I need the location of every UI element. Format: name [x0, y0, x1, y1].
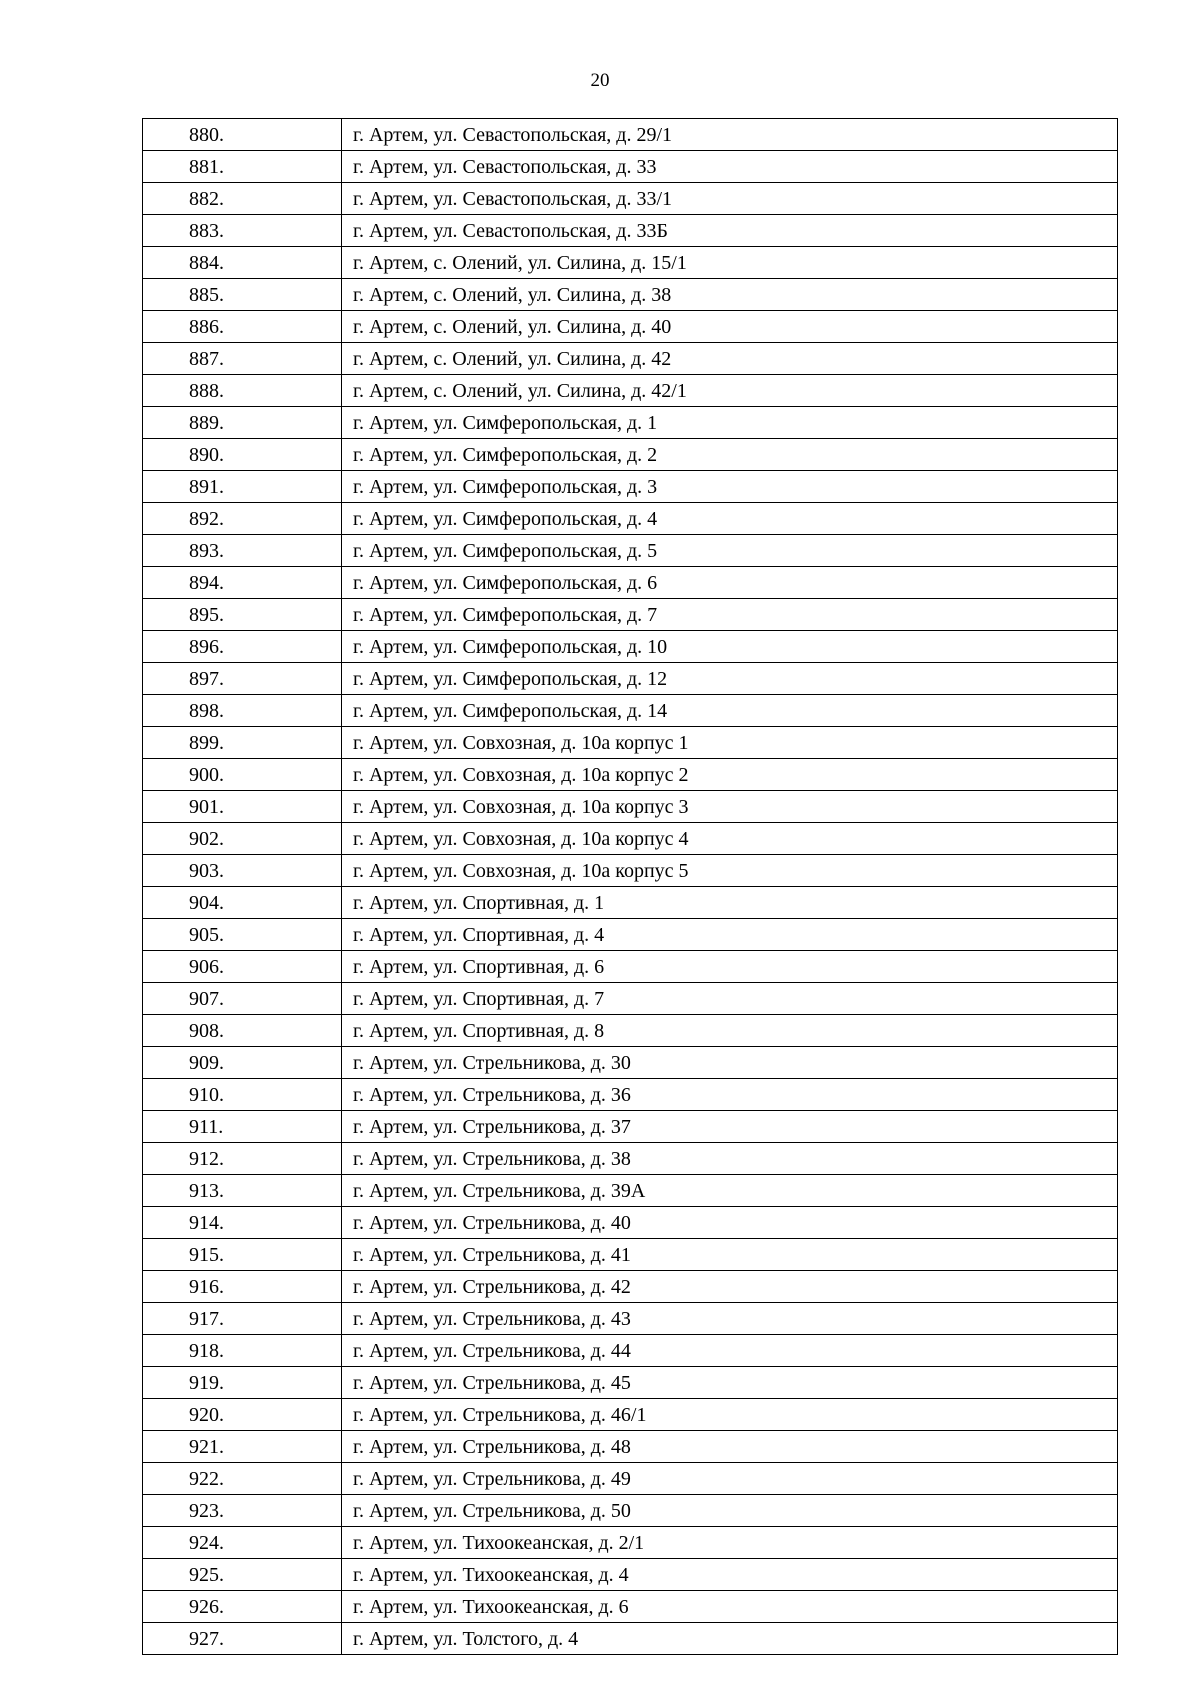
table-row	[143, 727, 1118, 759]
address-cell: г. Артем, ул. Совхозная, д. 10а корпус 1	[342, 727, 1118, 759]
address-cell: г. Артем, ул. Стрельникова, д. 38	[342, 1143, 1118, 1175]
row-number-cell: 906.	[143, 951, 342, 983]
row-number-cell: 881.	[143, 151, 342, 183]
address-cell: г. Артем, ул. Стрельникова, д. 49	[342, 1463, 1118, 1495]
table-row	[143, 1239, 1118, 1271]
row-number-cell: 900.	[143, 759, 342, 791]
table-row	[143, 1367, 1118, 1399]
table-row	[143, 1143, 1118, 1175]
address-cell: г. Артем, с. Олений, ул. Силина, д. 42/1	[342, 375, 1118, 407]
table-row	[143, 1015, 1118, 1047]
row-number-cell: 921.	[143, 1431, 342, 1463]
row-number-cell: 922.	[143, 1463, 342, 1495]
row-number-cell: 891.	[143, 471, 342, 503]
address-cell: г. Артем, ул. Тихоокеанская, д. 2/1	[342, 1527, 1118, 1559]
row-number-cell: 925.	[143, 1559, 342, 1591]
table-row	[143, 1335, 1118, 1367]
table-row	[143, 791, 1118, 823]
address-cell: г. Артем, ул. Стрельникова, д. 43	[342, 1303, 1118, 1335]
row-number-cell: 913.	[143, 1175, 342, 1207]
table-row	[143, 1527, 1118, 1559]
table-row	[143, 1079, 1118, 1111]
table-row	[143, 1623, 1118, 1655]
row-number-cell: 897.	[143, 663, 342, 695]
address-cell: г. Артем, ул. Симферопольская, д. 7	[342, 599, 1118, 631]
row-number-cell: 918.	[143, 1335, 342, 1367]
table-row	[143, 695, 1118, 727]
address-cell: г. Артем, ул. Совхозная, д. 10а корпус 3	[342, 791, 1118, 823]
table-row	[143, 1047, 1118, 1079]
row-number-cell: 915.	[143, 1239, 342, 1271]
address-cell: г. Артем, ул. Севастопольская, д. 33	[342, 151, 1118, 183]
row-number-cell: 885.	[143, 279, 342, 311]
address-cell: г. Артем, ул. Стрельникова, д. 44	[342, 1335, 1118, 1367]
table-row	[143, 983, 1118, 1015]
table-row	[143, 855, 1118, 887]
address-cell: г. Артем, ул. Стрельникова, д. 48	[342, 1431, 1118, 1463]
table-row	[143, 887, 1118, 919]
row-number-cell: 887.	[143, 343, 342, 375]
table-row	[143, 919, 1118, 951]
table-row	[143, 151, 1118, 183]
row-number-cell: 909.	[143, 1047, 342, 1079]
table-row	[143, 631, 1118, 663]
row-number-cell: 896.	[143, 631, 342, 663]
address-cell: г. Артем, ул. Симферопольская, д. 3	[342, 471, 1118, 503]
table-row	[143, 823, 1118, 855]
row-number-cell: 899.	[143, 727, 342, 759]
row-number-cell: 919.	[143, 1367, 342, 1399]
row-number-cell: 893.	[143, 535, 342, 567]
address-cell: г. Артем, ул. Симферопольская, д. 6	[342, 567, 1118, 599]
row-number-cell: 894.	[143, 567, 342, 599]
row-number-cell: 916.	[143, 1271, 342, 1303]
address-cell: г. Артем, ул. Стрельникова, д. 42	[342, 1271, 1118, 1303]
address-cell: г. Артем, ул. Спортивная, д. 7	[342, 983, 1118, 1015]
address-cell: г. Артем, ул. Спортивная, д. 6	[342, 951, 1118, 983]
address-cell: г. Артем, ул. Севастопольская, д. 33Б	[342, 215, 1118, 247]
table-row	[143, 279, 1118, 311]
row-number-cell: 898.	[143, 695, 342, 727]
row-number-cell: 917.	[143, 1303, 342, 1335]
address-cell: г. Артем, ул. Спортивная, д. 1	[342, 887, 1118, 919]
address-cell: г. Артем, ул. Стрельникова, д. 46/1	[342, 1399, 1118, 1431]
table-row	[143, 1207, 1118, 1239]
address-cell: г. Артем, ул. Стрельникова, д. 40	[342, 1207, 1118, 1239]
row-number-cell: 912.	[143, 1143, 342, 1175]
table-row	[143, 407, 1118, 439]
row-number-cell: 908.	[143, 1015, 342, 1047]
table-row	[143, 311, 1118, 343]
row-number-cell: 901.	[143, 791, 342, 823]
row-number-cell: 886.	[143, 311, 342, 343]
row-number-cell: 924.	[143, 1527, 342, 1559]
address-cell: г. Артем, с. Олений, ул. Силина, д. 40	[342, 311, 1118, 343]
row-number-cell: 905.	[143, 919, 342, 951]
table-row	[143, 343, 1118, 375]
table-row	[143, 1431, 1118, 1463]
address-cell: г. Артем, ул. Толстого, д. 4	[342, 1623, 1118, 1655]
row-number-cell: 903.	[143, 855, 342, 887]
row-number-cell: 920.	[143, 1399, 342, 1431]
address-cell: г. Артем, ул. Спортивная, д. 4	[342, 919, 1118, 951]
address-cell: г. Артем, ул. Совхозная, д. 10а корпус 4	[342, 823, 1118, 855]
row-number-cell: 889.	[143, 407, 342, 439]
table-row	[143, 183, 1118, 215]
table-row	[143, 567, 1118, 599]
address-cell: г. Артем, ул. Симферопольская, д. 12	[342, 663, 1118, 695]
address-cell: г. Артем, ул. Симферопольская, д. 5	[342, 535, 1118, 567]
address-cell: г. Артем, ул. Стрельникова, д. 45	[342, 1367, 1118, 1399]
table-row	[143, 1591, 1118, 1623]
table-row	[143, 503, 1118, 535]
row-number-cell: 907.	[143, 983, 342, 1015]
address-cell: г. Артем, ул. Симферопольская, д. 1	[342, 407, 1118, 439]
table-row	[143, 119, 1118, 151]
row-number-cell: 910.	[143, 1079, 342, 1111]
row-number-cell: 882.	[143, 183, 342, 215]
row-number-cell: 888.	[143, 375, 342, 407]
row-number-cell: 923.	[143, 1495, 342, 1527]
row-number-cell: 926.	[143, 1591, 342, 1623]
table-row	[143, 535, 1118, 567]
address-cell: г. Артем, ул. Стрельникова, д. 30	[342, 1047, 1118, 1079]
table-row	[143, 1399, 1118, 1431]
table-row	[143, 1495, 1118, 1527]
address-cell: г. Артем, ул. Севастопольская, д. 29/1	[342, 119, 1118, 151]
table-row	[143, 663, 1118, 695]
row-number-cell: 914.	[143, 1207, 342, 1239]
address-cell: г. Артем, ул. Стрельникова, д. 50	[342, 1495, 1118, 1527]
row-number-cell: 927.	[143, 1623, 342, 1655]
row-number-cell: 884.	[143, 247, 342, 279]
table-row	[143, 1463, 1118, 1495]
address-cell: г. Артем, ул. Симферопольская, д. 10	[342, 631, 1118, 663]
table-row	[143, 1271, 1118, 1303]
address-cell: г. Артем, ул. Стрельникова, д. 37	[342, 1111, 1118, 1143]
address-cell: г. Артем, ул. Севастопольская, д. 33/1	[342, 183, 1118, 215]
address-cell: г. Артем, ул. Спортивная, д. 8	[342, 1015, 1118, 1047]
address-cell: г. Артем, с. Олений, ул. Силина, д. 42	[342, 343, 1118, 375]
table-row	[143, 439, 1118, 471]
address-cell: г. Артем, с. Олений, ул. Силина, д. 15/1	[342, 247, 1118, 279]
address-cell: г. Артем, ул. Стрельникова, д. 36	[342, 1079, 1118, 1111]
row-number-cell: 895.	[143, 599, 342, 631]
table-row	[143, 951, 1118, 983]
row-number-cell: 880.	[143, 119, 342, 151]
address-cell: г. Артем, ул. Симферопольская, д. 2	[342, 439, 1118, 471]
table-row	[143, 759, 1118, 791]
table-row	[143, 215, 1118, 247]
table-row	[143, 1303, 1118, 1335]
address-cell: г. Артем, ул. Тихоокеанская, д. 4	[342, 1559, 1118, 1591]
row-number-cell: 890.	[143, 439, 342, 471]
address-cell: г. Артем, ул. Симферопольская, д. 14	[342, 695, 1118, 727]
table-row	[143, 375, 1118, 407]
address-cell: г. Артем, с. Олений, ул. Силина, д. 38	[342, 279, 1118, 311]
row-number-cell: 883.	[143, 215, 342, 247]
table-row	[143, 1175, 1118, 1207]
address-table-body	[143, 119, 1118, 1655]
address-table	[142, 118, 1118, 1655]
table-row	[143, 1559, 1118, 1591]
address-cell: г. Артем, ул. Совхозная, д. 10а корпус 2	[342, 759, 1118, 791]
row-number-cell: 892.	[143, 503, 342, 535]
address-cell: г. Артем, ул. Тихоокеанская, д. 6	[342, 1591, 1118, 1623]
table-row	[143, 471, 1118, 503]
address-cell: г. Артем, ул. Стрельникова, д. 39А	[342, 1175, 1118, 1207]
row-number-cell: 911.	[143, 1111, 342, 1143]
address-cell: г. Артем, ул. Симферопольская, д. 4	[342, 503, 1118, 535]
row-number-cell: 904.	[143, 887, 342, 919]
row-number-cell: 902.	[143, 823, 342, 855]
table-row	[143, 599, 1118, 631]
table-row	[143, 247, 1118, 279]
address-cell: г. Артем, ул. Совхозная, д. 10а корпус 5	[342, 855, 1118, 887]
page-number: 20	[590, 70, 610, 91]
address-cell: г. Артем, ул. Стрельникова, д. 41	[342, 1239, 1118, 1271]
table-row	[143, 1111, 1118, 1143]
